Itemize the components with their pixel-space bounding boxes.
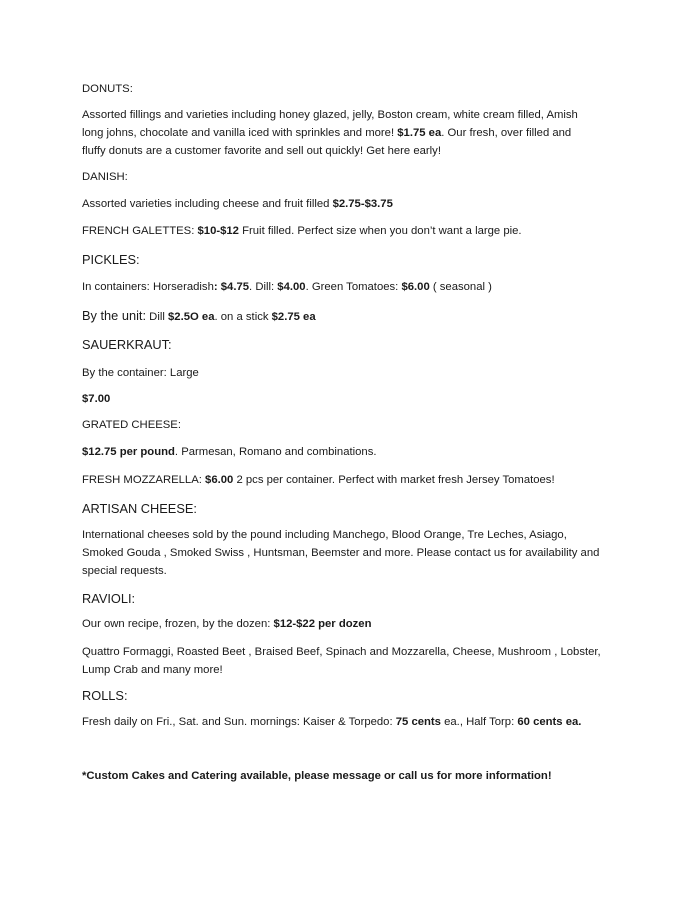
donuts-heading: DONUTS: bbox=[82, 83, 133, 95]
horseradish-price: : $4.75 bbox=[213, 281, 250, 293]
ravioli-heading: RAVIOLI: bbox=[82, 591, 136, 606]
ravioli-line-2: Lump Crab and many more! bbox=[82, 664, 223, 676]
grated-price: $12.75 per pound bbox=[82, 446, 175, 458]
sauerkraut-description: By the container: Large bbox=[82, 367, 199, 379]
galettes-price: $10-$12 bbox=[197, 225, 239, 237]
rolls-price-2: 60 cents ea. bbox=[517, 716, 582, 728]
rolls-price-1: 75 cents bbox=[395, 716, 441, 728]
ravioli-price: $12-$22 per dozen bbox=[273, 618, 372, 630]
grated-description: $12.75 per pound. Parmesan, Romano and combinations. bbox=[82, 446, 377, 458]
artisan-line-2: Smoked Gouda , Smoked Swiss , Huntsman, Beemster and more. Please contact us for availability and bbox=[82, 547, 600, 559]
danish-description: Assorted varieties including cheese and fruit filled $2.75-$3.75 bbox=[82, 198, 393, 210]
artisan-line-3: special requests. bbox=[82, 565, 167, 577]
green-tomatoes-price: $6.00 bbox=[401, 281, 430, 293]
galettes-line: FRENCH GALETTES: $10-$12 Fruit filled. Perfect size when you don’t want a large pie. bbox=[82, 225, 522, 237]
grated-heading: GRATED CHEESE: bbox=[82, 419, 181, 431]
sauerkraut-heading: SAUERKRAUT: bbox=[82, 337, 172, 352]
rolls-description: Fresh daily on Fri., Sat. and Sun. mornings: Kaiser & Torpedo: 75 cents ea., Half Torp: 60 cents ea. bbox=[82, 716, 582, 728]
unit-dill-price: $2.5O ea bbox=[168, 311, 215, 323]
sauerkraut-price: $7.00 bbox=[82, 393, 111, 405]
ravioli-line-1: Quattro Formaggi, Roasted Beet , Braised Beef, Spinach and Mozzarella, Cheese, Mushroom , Lobster, bbox=[82, 646, 601, 658]
ravioli-description: Our own recipe, frozen, by the dozen: $12-$22 per dozen bbox=[82, 618, 372, 630]
unit-stick-price: $2.75 ea bbox=[271, 311, 316, 323]
donuts-price: $1.75 ea bbox=[397, 127, 442, 139]
pickles-by-unit: By the unit: Dill $2.5O ea. on a stick $2.75 ea bbox=[82, 308, 316, 323]
rolls-heading: ROLLS: bbox=[82, 688, 128, 703]
donuts-line-1: Assorted fillings and varieties including honey glazed, jelly, Boston cream, white cream filled, Amish bbox=[82, 109, 578, 121]
pickles-heading: PICKLES: bbox=[82, 252, 140, 267]
pickles-containers: In containers: Horseradish: $4.75. Dill: $4.00. Green Tomatoes: $6.00 ( seasonal ) bbox=[82, 281, 492, 293]
danish-heading: DANISH: bbox=[82, 171, 128, 183]
mozzarella-price: $6.00 bbox=[205, 474, 234, 486]
dill-price: $4.00 bbox=[277, 281, 306, 293]
footer-note: *Custom Cakes and Catering available, please message or call us for more information! bbox=[82, 770, 552, 782]
danish-price: $2.75-$3.75 bbox=[332, 198, 393, 210]
artisan-line-1: International cheeses sold by the pound including Manchego, Blood Orange, Tre Leches, Asiago, bbox=[82, 529, 567, 541]
donuts-line-2: long johns, chocolate and vanilla iced with sprinkles and more! $1.75 ea. Our fresh, over filled and bbox=[82, 127, 572, 139]
mozzarella-line: FRESH MOZZARELLA: $6.00 2 pcs per container. Perfect with market fresh Jersey Tomatoes! bbox=[82, 474, 555, 486]
artisan-heading: ARTISAN CHEESE: bbox=[82, 501, 197, 516]
donuts-line-3: fluffy donuts are a customer favorite and sell out quickly! Get here early! bbox=[82, 145, 441, 157]
